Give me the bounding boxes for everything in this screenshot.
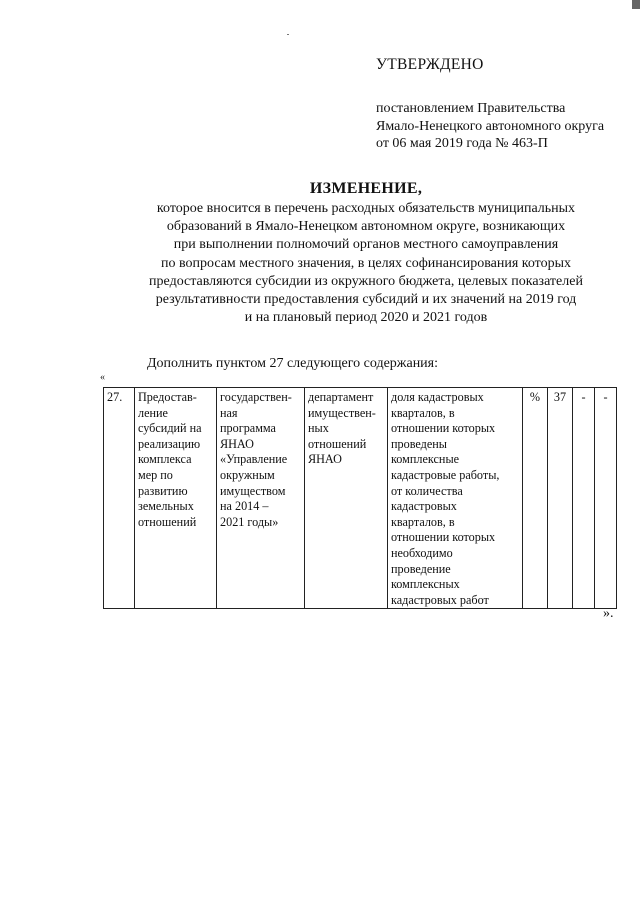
subtitle-line: которое вносится в перечень расходных обязательств муниципальных: [156, 201, 576, 216]
subtitle-line: результативности предоставления субсидий и их значений на 2019 год: [155, 292, 577, 308]
cell-line: государствен-: [220, 390, 292, 404]
cell-line: субсидий на: [138, 421, 202, 436]
subtitle-line: образований в Ямало-Ненецком автономном округе, возникающих: [166, 219, 566, 235]
approval-line: от 06 мая 2019 года № 463-П: [376, 136, 548, 151]
cell-line: комплексных: [391, 577, 460, 592]
cell-line: программа: [220, 421, 276, 436]
approval-title: УТВЕРЖДЕНО: [376, 56, 484, 73]
cell-line: ЯНАО: [308, 452, 342, 467]
cell-line: кварталов, в: [391, 514, 455, 529]
scan-dot: [287, 34, 289, 35]
row-number: 27.: [104, 388, 135, 609]
cell-line: отношении которых: [391, 530, 496, 545]
cell-line: отношении которых: [391, 421, 496, 436]
value-2021-cell: -: [595, 388, 617, 609]
value-2019-cell: 37: [548, 388, 573, 609]
open-quote: «: [100, 372, 105, 383]
cell-line: Предостав-: [138, 390, 197, 404]
document-subtitle: [110, 200, 622, 327]
intro-text: Дополнить пунктом 27 следующего содержания:: [147, 356, 439, 371]
close-quote: ».: [603, 606, 614, 621]
scan-corner-mark: [632, 0, 640, 9]
cell-line: имуществен-: [308, 405, 376, 420]
cell-line: комплексные: [391, 452, 460, 467]
cell-line: развитию: [138, 483, 188, 498]
cell-line: 2021 годы»: [220, 514, 279, 529]
cell-line: земельных: [138, 499, 194, 514]
subtitle-line: при выполнении полномочий органов местного самоуправления: [173, 237, 559, 253]
value-2020-cell: -: [573, 388, 595, 609]
table-row: [104, 388, 617, 609]
unit-cell: %: [523, 388, 548, 609]
cell-line: отношений: [308, 436, 367, 451]
program-cell: [217, 388, 305, 609]
cell-line: проведены: [391, 436, 447, 451]
department-cell: [305, 388, 388, 609]
indicator-cell: [388, 388, 523, 609]
cell-line: ление: [138, 405, 168, 420]
obligations-table: [103, 387, 617, 609]
cell-line: ных: [308, 421, 329, 436]
subtitle-line: и на плановый период 2020 и 2021 годов: [244, 310, 488, 326]
cell-line: кварталов, в: [391, 405, 455, 420]
cell-line: окружным: [220, 467, 275, 482]
cell-line: ЯНАО: [220, 436, 254, 451]
subtitle-line: по вопросам местного значения, в целях софинансирования которых: [160, 255, 572, 271]
approval-line: Ямало-Ненецкого автономного округа: [376, 118, 605, 134]
cell-line: имуществом: [220, 483, 286, 498]
cell-line: мер по: [138, 467, 173, 482]
cell-line: отношений: [138, 514, 197, 529]
cell-line: кадастровых: [391, 499, 457, 514]
purpose-cell: [135, 388, 217, 609]
approval-stamp: [376, 56, 626, 153]
cell-line: доля кадастровых: [391, 390, 484, 404]
cell-line: необходимо: [391, 545, 453, 560]
cell-line: ная: [220, 405, 238, 420]
cell-line: проведение: [391, 561, 451, 576]
cell-line: департамент: [308, 390, 374, 404]
cell-line: кадастровые работы,: [391, 467, 500, 482]
cell-line: комплекса: [138, 452, 192, 467]
subtitle-line: предоставляются субсидии из окружного бюджета, целевых показателей: [149, 273, 583, 289]
cell-line: от количества: [391, 483, 463, 498]
approval-line: постановлением Правительства: [376, 101, 566, 116]
document-title: ИЗМЕНЕНИЕ,: [309, 180, 423, 197]
cell-line: «Управление: [220, 452, 288, 467]
cell-line: кадастровых работ: [391, 592, 489, 607]
cell-line: реализацию: [138, 436, 201, 451]
cell-line: на 2014 –: [220, 499, 269, 514]
